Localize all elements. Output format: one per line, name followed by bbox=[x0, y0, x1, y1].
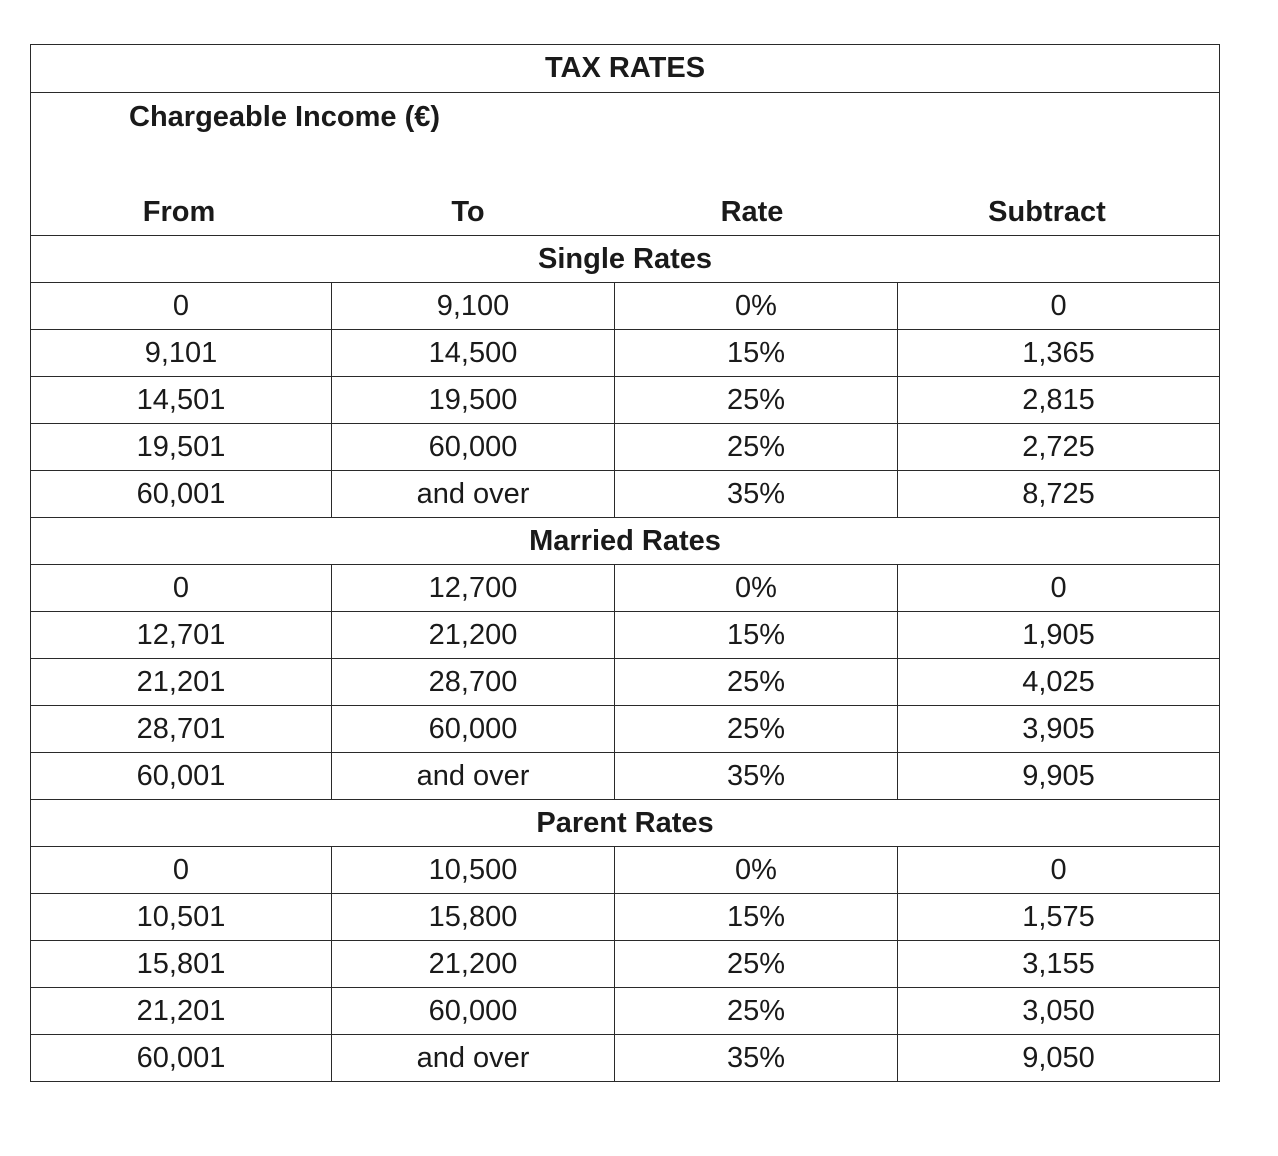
cell-rate: 35% bbox=[615, 753, 898, 800]
cell-from: 21,201 bbox=[31, 659, 332, 706]
cell-subtract: 0 bbox=[898, 283, 1220, 330]
cell-to: 14,500 bbox=[332, 330, 615, 377]
cell-rate: 25% bbox=[615, 988, 898, 1035]
cell-from: 28,701 bbox=[31, 706, 332, 753]
cell-rate: 25% bbox=[615, 377, 898, 424]
cell-from: 0 bbox=[31, 283, 332, 330]
table-row bbox=[31, 659, 1220, 706]
section-title: Parent Rates bbox=[31, 800, 1220, 847]
chargeable-income-label: Chargeable Income (€) bbox=[129, 101, 441, 133]
table-row bbox=[31, 894, 1220, 941]
cell-rate: 15% bbox=[615, 330, 898, 377]
cell-to: and over bbox=[332, 753, 615, 800]
cell-from: 21,201 bbox=[31, 988, 332, 1035]
section-title: Married Rates bbox=[31, 518, 1220, 565]
cell-to: 15,800 bbox=[332, 894, 615, 941]
cell-rate: 15% bbox=[615, 894, 898, 941]
cell-subtract: 3,050 bbox=[898, 988, 1220, 1035]
cell-to: 19,500 bbox=[332, 377, 615, 424]
cell-rate: 25% bbox=[615, 424, 898, 471]
cell-rate: 0% bbox=[615, 847, 898, 894]
cell-from: 15,801 bbox=[31, 941, 332, 988]
cell-from: 60,001 bbox=[31, 1035, 332, 1082]
column-header-rate: Rate bbox=[720, 196, 784, 228]
table-row bbox=[31, 565, 1220, 612]
cell-subtract: 0 bbox=[898, 565, 1220, 612]
table-title: TAX RATES bbox=[31, 45, 1220, 93]
cell-rate: 25% bbox=[615, 941, 898, 988]
cell-from: 60,001 bbox=[31, 753, 332, 800]
section-header-row bbox=[31, 800, 1220, 847]
cell-from: 10,501 bbox=[31, 894, 332, 941]
cell-from: 9,101 bbox=[31, 330, 332, 377]
tax-rates-table bbox=[30, 44, 1220, 1082]
cell-rate: 0% bbox=[615, 565, 898, 612]
cell-from: 0 bbox=[31, 565, 332, 612]
cell-to: 60,000 bbox=[332, 706, 615, 753]
cell-rate: 15% bbox=[615, 612, 898, 659]
column-header-row bbox=[31, 93, 1220, 236]
table-row bbox=[31, 612, 1220, 659]
cell-to: 10,500 bbox=[332, 847, 615, 894]
cell-to: 21,200 bbox=[332, 612, 615, 659]
cell-rate: 0% bbox=[615, 283, 898, 330]
cell-subtract: 1,575 bbox=[898, 894, 1220, 941]
section-title: Single Rates bbox=[31, 236, 1220, 283]
cell-from: 14,501 bbox=[31, 377, 332, 424]
cell-subtract: 3,905 bbox=[898, 706, 1220, 753]
table-row bbox=[31, 377, 1220, 424]
table-body bbox=[31, 45, 1220, 1082]
cell-rate: 25% bbox=[615, 706, 898, 753]
cell-rate: 35% bbox=[615, 1035, 898, 1082]
cell-to: 28,700 bbox=[332, 659, 615, 706]
column-header-block bbox=[31, 93, 1220, 236]
title-row bbox=[31, 45, 1220, 93]
cell-to: 12,700 bbox=[332, 565, 615, 612]
table-row bbox=[31, 847, 1220, 894]
table-row bbox=[31, 330, 1220, 377]
section-header-row bbox=[31, 236, 1220, 283]
table-row bbox=[31, 988, 1220, 1035]
column-header-to: To bbox=[451, 196, 485, 228]
cell-to: 9,100 bbox=[332, 283, 615, 330]
cell-subtract: 2,725 bbox=[898, 424, 1220, 471]
table-row bbox=[31, 941, 1220, 988]
cell-from: 19,501 bbox=[31, 424, 332, 471]
table-row bbox=[31, 283, 1220, 330]
table-row bbox=[31, 471, 1220, 518]
cell-to: and over bbox=[332, 471, 615, 518]
cell-to: 60,000 bbox=[332, 988, 615, 1035]
cell-subtract: 9,050 bbox=[898, 1035, 1220, 1082]
cell-to: 60,000 bbox=[332, 424, 615, 471]
column-header-from: From bbox=[142, 196, 216, 228]
section-header-row bbox=[31, 518, 1220, 565]
column-header-subtract: Subtract bbox=[988, 196, 1106, 228]
cell-to: and over bbox=[332, 1035, 615, 1082]
cell-from: 0 bbox=[31, 847, 332, 894]
cell-from: 60,001 bbox=[31, 471, 332, 518]
cell-subtract: 3,155 bbox=[898, 941, 1220, 988]
cell-rate: 35% bbox=[615, 471, 898, 518]
cell-subtract: 2,815 bbox=[898, 377, 1220, 424]
cell-subtract: 9,905 bbox=[898, 753, 1220, 800]
table-row bbox=[31, 753, 1220, 800]
table-row bbox=[31, 706, 1220, 753]
cell-subtract: 1,905 bbox=[898, 612, 1220, 659]
cell-subtract: 0 bbox=[898, 847, 1220, 894]
cell-rate: 25% bbox=[615, 659, 898, 706]
table-row bbox=[31, 424, 1220, 471]
cell-subtract: 1,365 bbox=[898, 330, 1220, 377]
cell-subtract: 4,025 bbox=[898, 659, 1220, 706]
cell-subtract: 8,725 bbox=[898, 471, 1220, 518]
cell-to: 21,200 bbox=[332, 941, 615, 988]
cell-from: 12,701 bbox=[31, 612, 332, 659]
table-row bbox=[31, 1035, 1220, 1082]
